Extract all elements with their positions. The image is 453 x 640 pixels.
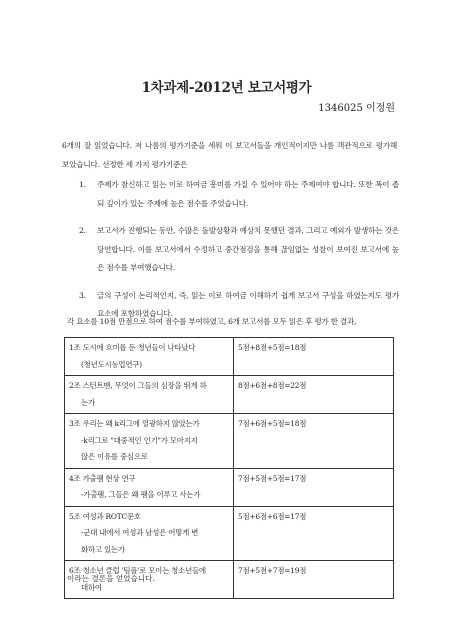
report-title-cell bbox=[65, 506, 234, 561]
criteria-list bbox=[79, 176, 399, 333]
report-subtitle: -가출팸, 그들은 왜 팸을 이루고 사는가 bbox=[81, 490, 201, 499]
table-row bbox=[65, 376, 394, 414]
table-row bbox=[65, 338, 394, 376]
criteria-text: 주제가 참신하고 읽는 이로 하여금 흥미를 가질 수 있어야 하는 주제여야 합니다. 또한 폭이 좁되 깊이가 있는 주제에 높은 점수를 주었습니다. bbox=[97, 180, 399, 208]
document-title: 1차과제-2012년 보고서평가 bbox=[141, 80, 312, 96]
report-subtitle: -k리그로 "대중적인 인기"가 모아지지 bbox=[81, 435, 198, 445]
score-cell: 7점+5점+7점=19점 bbox=[234, 561, 394, 599]
score-table bbox=[64, 337, 394, 599]
report-subtitle: 않은 이유를 중심으로 bbox=[81, 452, 148, 461]
score-cell: 7점+6점+5점=18점 bbox=[234, 414, 394, 469]
report-title-cell bbox=[65, 338, 234, 376]
report-title-cell bbox=[65, 376, 234, 414]
report-title: 5조 여성과 ROTC문호 bbox=[69, 511, 141, 521]
report-title-cell bbox=[65, 414, 234, 469]
criteria-item bbox=[79, 176, 399, 213]
table-row bbox=[65, 468, 394, 506]
table-row bbox=[65, 414, 394, 469]
score-cell: 7점+5점+5점=17점 bbox=[234, 468, 394, 506]
criteria-number: 3. bbox=[79, 290, 86, 300]
report-subtitle: -군대 내에서 여성과 남성은 어떻게 변 bbox=[81, 528, 199, 537]
report-title: 2조 스턴트맨, 무엇이 그들의 심장을 뛰게 하 bbox=[69, 381, 207, 390]
criteria-text: 보고서가 진행되는 동안, 수많은 돌발상황과 예상치 못했던 결과, 그리고 예외가 발생하는 것은 당연합니다. 이를 보고서에서 수정하고 중간점검을 통해 끊임없는 성찰이 보여진 보고서에 높은 점수를 부여했습니다. bbox=[97, 226, 399, 272]
summary-sentence: 각 요소를 10점 만점으로 하여 점수를 부여하였고, 6개 보고서를 모두 읽은 후 평가 한 결과, bbox=[67, 317, 357, 326]
criteria-number: 2. bbox=[79, 226, 86, 235]
report-subtitle: (청년도시농업연구) bbox=[81, 359, 142, 369]
author-line: 1346025 이정원 bbox=[318, 103, 395, 114]
report-title: 1조 도시에 흐미를 둔 청년들이 나타났다 bbox=[69, 343, 196, 352]
intro-paragraph: 6개의 잘 읽었습니다. 저 나름의 평가기준을 세워 이 보고서들을 개인적이지만 나름 객관적으로 평가해 보았습니다. 선정한 세 가지 평가기준은 bbox=[62, 141, 397, 169]
report-subtitle: 대하여 bbox=[81, 582, 102, 592]
report-title: 6조 청소년 클럽 '팀플'로 모이는 청소년들에 bbox=[69, 566, 206, 575]
score-cell: 5점+6점+6점=17점 bbox=[234, 506, 394, 561]
report-subtitle: 는가 bbox=[81, 397, 95, 407]
closing-sentence: 이라는 결론을 얻었습니다. bbox=[67, 574, 155, 583]
report-title-cell bbox=[65, 468, 234, 506]
score-cell: 8점+6점+8점=22점 bbox=[234, 376, 394, 414]
criteria-number: 1. bbox=[79, 180, 86, 189]
criteria-text: 글의 구성이 논리적인지, 즉, 읽는 이로 하여금 이해하기 쉽게 보고서 구성을 하였는지도 평가 요소에 포함하였습니다. bbox=[97, 290, 399, 318]
score-cell: 5점+8점+5점=18점 bbox=[234, 338, 394, 376]
report-subtitle: 화하고 있는가 bbox=[81, 544, 125, 554]
report-title: 3조 우리는 왜 k리그에 열광하지 않았는가 bbox=[69, 419, 200, 428]
criteria-item bbox=[79, 222, 399, 278]
table-row bbox=[65, 506, 394, 561]
report-title: 4조 가출팸 현상 연구 bbox=[69, 473, 136, 483]
